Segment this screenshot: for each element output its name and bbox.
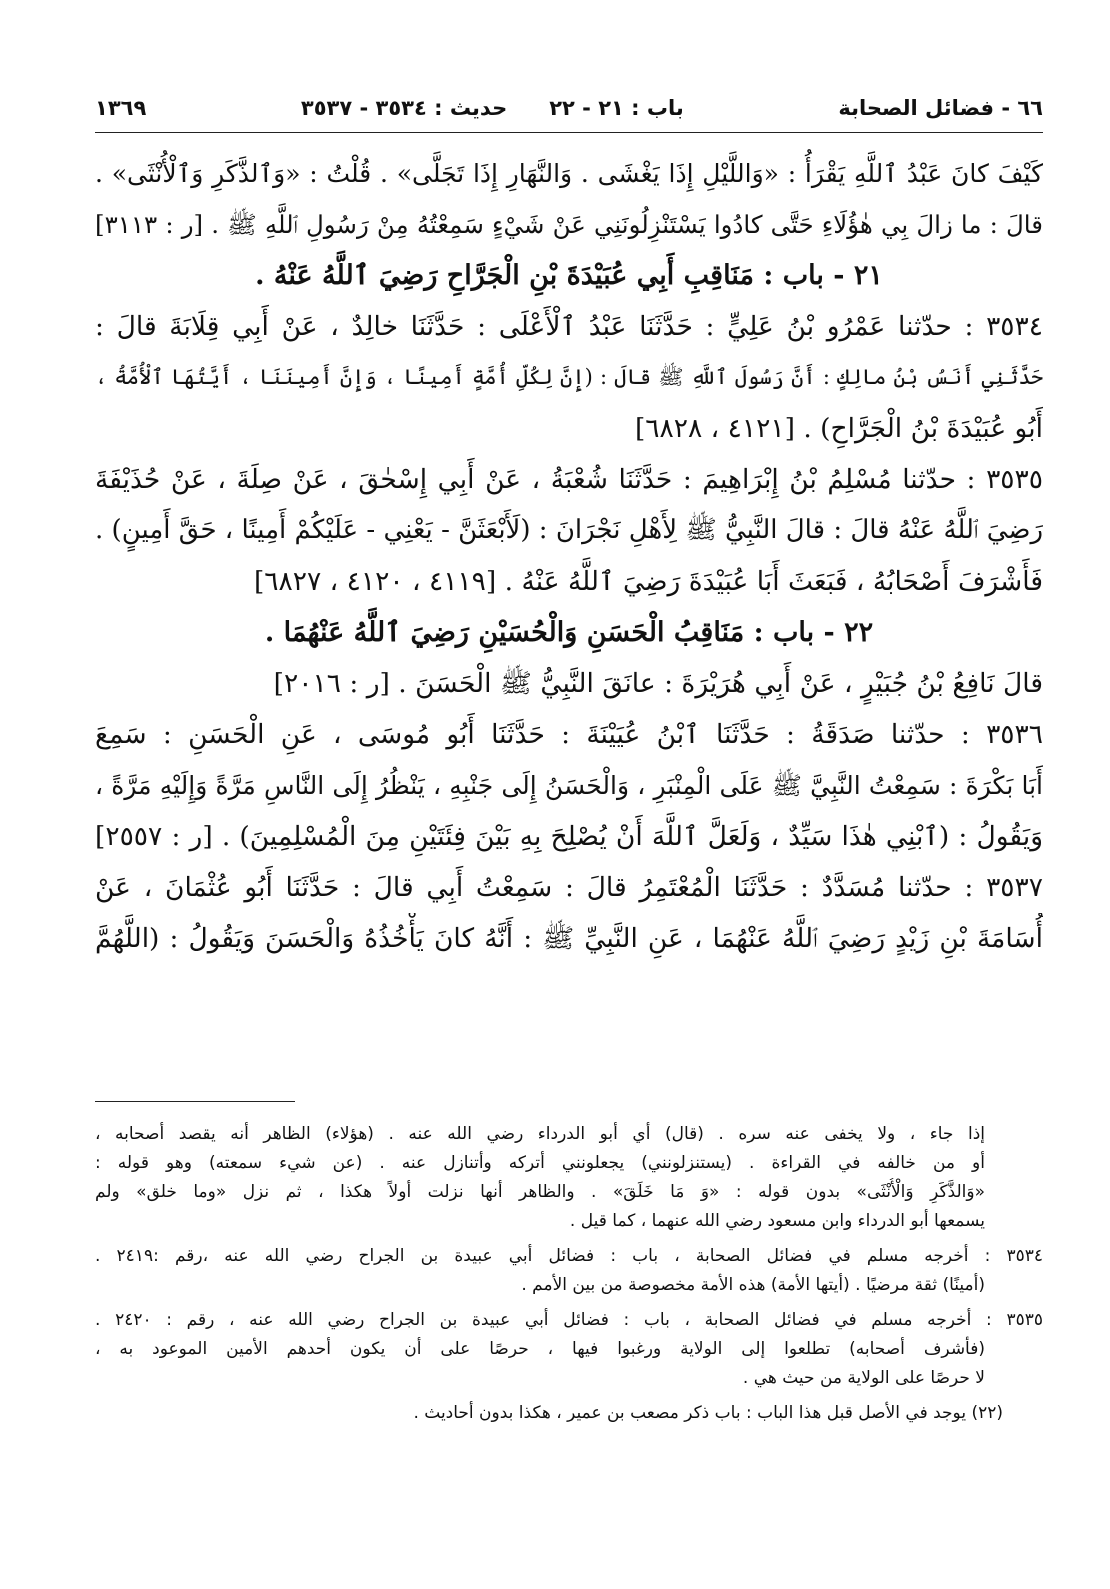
footnote-line: «وَالذَّكَرِ وَالْأُنْثَى» بدون قوله : «وَ مَا خَلَقَ» . والظاهر أنها نزلت أولاً هكذا ، ثم نزل «وما خلق» ولم [95, 1182, 985, 1202]
text-line: قالَ نَافِعُ بْنُ جُبَيْرٍ ، عَنْ أَبِي هُرَيْرَةَ : عانَقَ النَّبِيُّ ﷺ الْحَسَنَ . [ر : ٢٠١٦] [273, 668, 1043, 699]
footnote-line: إذا جاء ، ولا يخفى عنه سره . (قال) أي أبو الدرداء رضي الله عنه . (هؤلاء) الظاهر أنه يقصد أصحابه ، [95, 1124, 985, 1144]
hadith-3535-line: ٣٥٣٥ : حدّثنا مُسْلِمُ بْنُ إِبْرَاهِيمَ : حَدَّثَنَا شُعْبَةُ ، عَنْ أَبِي إِسْحٰقَ ، عَنْ صِلَةَ ، عَنْ حُذَيْفَةَ [95, 464, 1043, 495]
text-line: أُسَامَةَ بْنِ زَيْدٍ رَضِيَ ٱللَّهُ عَنْهُمَا ، عَنِ النَّبِيِّ ﷺ : أَنَّهُ كانَ يَأْخُذُهُ وَالْحَسَنَ وَيَقُولُ : (اللَّهُمَّ [95, 923, 1043, 954]
text-line: أَبَا بَكْرَةَ : سَمِعْتُ النَّبِيَّ ﷺ عَلَى الْمِنْبَرِ ، وَالْحَسَنُ إِلَى جَنْبِهِ ، يَنْظُرُ إِلَى النَّاسِ مَرَّةً وَإِلَيْهِ مَرَّةً ، [95, 771, 1043, 800]
text-line: وَيَقُولُ : (ٱبْنِي هٰذَا سَيِّدٌ ، وَلَعَلَّ ٱللَّهَ أَنْ يُصْلِحَ بِهِ بَيْنَ فِئَتَيْنِ مِنَ الْمُسْلِمِينَ) . [ر : ٢٥٥٧] [95, 821, 1043, 852]
book-section-title: ٦٦ - فضائل الصحابة [838, 96, 1043, 120]
hadith-3537-line: ٣٥٣٧ : حدّثنا مُسَدَّدٌ : حَدَّثَنَا الْمُعْتَمِرُ قالَ : سَمِعْتُ أَبِي قالَ : حَدَّثَنَا أَبُو عُثْمَانَ ، عَنْ [95, 872, 1043, 903]
footnote-rule [95, 1101, 295, 1102]
footnote-line: يسمعها أبو الدرداء وابن مسعود رضي الله عنهما ، كما قيل . [569, 1211, 985, 1231]
text-line: كَيْفَ كانَ عَبْدُ ٱللَّهِ يَقْرَأُ : «وَاللَّيْلِ إِذَا يَغْشَى . وَالنَّهَارِ إِذَا تَجَلَّى» . قُلْتُ : «وَٱلذَّكَرِ وَٱلْأُنْثَى» . [95, 159, 1043, 188]
text-line: قالَ : ما زالَ بِي هٰؤُلَاءِ حَتَّى كادُوا يَسْتَنْزِلُونَنِي عَنْ شَيْءٍ سَمِعْتُهُ مِنْ رَسُولِ ٱللَّهِ ﷺ . [ر : ٣١١٣] [95, 210, 1043, 239]
text-line: رَضِيَ ٱللَّهُ عَنْهُ قالَ : قالَ النَّبِيُّ ﷺ لِأَهْلِ نَجْرَانَ : (لَأَبْعَثَنَّ - يَعْنِي - عَلَيْكُمْ أَمِينًا ، حَقَّ أَمِينٍ) . [95, 515, 1043, 545]
chapter-reference: باب : ٢١ - ٢٢ [549, 96, 684, 120]
footnote-3535: ٣٥٣٥ : أخرجه مسلم في فضائل الصحابة ، باب : فضائل أبي عبيدة بن الجراح رضي الله عنه ، رقم : ٢٤٢٠ . [95, 1310, 1043, 1330]
header-reference [301, 96, 684, 120]
footnote-3534: ٣٥٣٤ : أخرجه مسلم في فضائل الصحابة ، باب : فضائل أبي عبيدة بن الجراح رضي الله عنه ،رقم :٢٤١٩ . [95, 1246, 1043, 1266]
text-line: أَبُو عُبَيْدَةَ بْنُ الْجَرَّاحِ) . [٤١٢١ ، ٦٨٢٨] [634, 413, 1043, 444]
footnote-line: (فأشرف أصحابه) تطلعوا إلى الولاية ورغبوا فيها ، حرصًا على أن يكون أحدهم الأمين الموعود به ، [95, 1339, 985, 1359]
footnotes [95, 1120, 1043, 1428]
hadith-3536-line: ٣٥٣٦ : حدّثنا صَدَقَةُ : حَدَّثَنَا ٱبْنُ عُيَيْنَةَ : حَدَّثَنَا أَبُو مُوسَى ، عَنِ الْحَسَنِ : سَمِعَ [95, 719, 1043, 750]
main-text [95, 148, 1043, 964]
running-header [95, 88, 1043, 128]
header-rule [95, 132, 1043, 133]
hadith-reference: حديث : ٣٥٣٤ - ٣٥٣٧ [300, 96, 508, 120]
chapter-heading-22: ٢٢ - باب : مَنَاقِبُ الْحَسَنِ وَالْحُسَيْنِ رَضِيَ ٱللَّهُ عَنْهُمَا . [264, 617, 874, 648]
footnote-line: أو من خالفه في القراءة . (يستنزلونني) يجعلونني أتركه وأتنازل عنه . (عن شيء سمعته) وهو قوله : [95, 1153, 985, 1173]
footnote-line: (أمينًا) ثقة مرضيًا . (أيتها الأمة) هذه الأمة مخصوصة من بين الأمم . [521, 1275, 985, 1295]
chapter-heading-21: ٢١ - باب : مَنَاقِبِ أَبِي عُبَيْدَةَ بْنِ الْجَرَّاحِ رَضِيَ ٱللَّهُ عَنْهُ . [255, 260, 883, 291]
page-number: ١٣٦٩ [95, 96, 147, 120]
text-line: فَأَشْرَفَ أَصْحَابُهُ ، فَبَعَثَ أَبَا عُبَيْدَةَ رَضِيَ ٱللَّهُ عَنْهُ . [٤١١٩ ، ٤١٢٠ ، ٦٨٢٧] [253, 566, 1043, 597]
book-page [95, 0, 1043, 1589]
footnote-line: لا حرصًا على الولاية من حيث هي . [742, 1368, 985, 1388]
hadith-3534-line: ٣٥٣٤ : حدّثنا عَمْرُو بْنُ عَلِيٍّ : حَدَّثَنَا عَبْدُ ٱلْأَعْلَى : حَدَّثَنَا خالِدٌ ، عَنْ أَبِي قِلَابَةَ قالَ : [95, 311, 1043, 342]
text-line: حَدَّثَنِي أَنَسُ بْنُ مالِكٍ : أَنَّ رَسُولَ ٱللَّهِ ﷺ قالَ : (إِنَّ لِكُلِّ أُمَّةٍ أَمِينًا ، وَإِنَّ أَمِينَنَا ، أَيَّتُهَا ٱلْأُمَّةُ ، [95, 365, 1043, 389]
footnote-22: (٢٢) يوجد في الأصل قبل هذا الباب : باب ذكر مصعب بن عمير ، هكذا بدون أحاديث . [413, 1403, 1003, 1423]
